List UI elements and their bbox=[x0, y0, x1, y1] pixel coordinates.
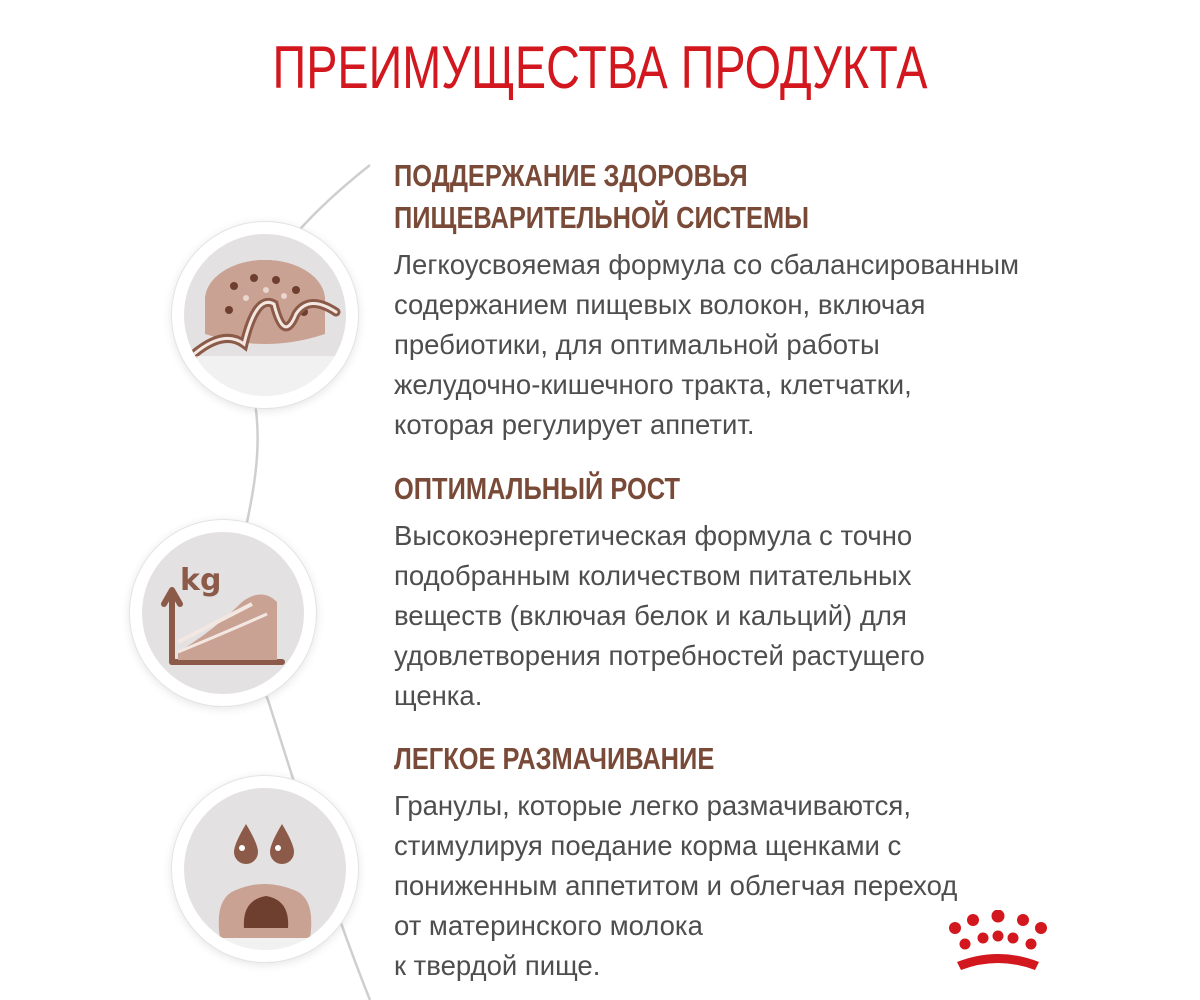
heading-line: ЛЕГКОЕ РАЗМАЧИВАНИЕ bbox=[394, 741, 715, 776]
heading-line: ПОДДЕРЖАНИЕ ЗДОРОВЬЯ bbox=[394, 158, 748, 193]
benefit-digestive bbox=[394, 155, 1114, 445]
description-line: желудочно-кишечного тракта, клетчатки, bbox=[394, 369, 912, 400]
description-line: к твердой пище. bbox=[394, 950, 601, 981]
page-title: ПРЕИМУЩЕСТВА ПРОДУКТА bbox=[272, 34, 928, 101]
benefit-heading bbox=[394, 738, 984, 780]
benefit-growth bbox=[394, 468, 1114, 716]
royal-crown-logo bbox=[943, 910, 1053, 980]
heading-line: ПИЩЕВАРИТЕЛЬНОЙ СИСТЕМЫ bbox=[394, 200, 810, 235]
description-line: удовлетворения потребностей растущего bbox=[394, 640, 925, 671]
description-line: щенка. bbox=[394, 680, 483, 711]
description-line: стимулируя поедание корма щенками с bbox=[394, 830, 902, 861]
description-line: подобранным количеством питательных bbox=[394, 560, 912, 591]
digestive-icon-badge bbox=[172, 222, 358, 408]
kg-label: kg bbox=[180, 563, 222, 598]
description-line: Гранулы, которые легко размачиваются, bbox=[394, 790, 911, 821]
rehydration-icon bbox=[184, 788, 346, 950]
description-line: пребиотики, для оптимальной работы bbox=[394, 329, 880, 360]
description-line: веществ (включая белок и кальций) для bbox=[394, 600, 907, 631]
growth-icon-badge bbox=[130, 520, 316, 706]
benefit-description bbox=[394, 516, 1114, 716]
description-line: Высокоэнергетическая формула с точно bbox=[394, 520, 913, 551]
rehydration-icon-badge bbox=[172, 776, 358, 962]
description-line: которая регулирует аппетит. bbox=[394, 409, 755, 440]
description-line: содержанием пищевых волокон, включая bbox=[394, 289, 926, 320]
benefit-heading bbox=[394, 155, 984, 239]
description-line: пониженным аппетитом и облегчая переход bbox=[394, 870, 958, 901]
heading-line: ОПТИМАЛЬНЫЙ РОСТ bbox=[394, 471, 681, 506]
description-line: от материнского молока bbox=[394, 910, 703, 941]
benefit-heading bbox=[394, 468, 984, 510]
digestive-icon bbox=[184, 234, 346, 396]
benefit-description bbox=[394, 245, 1114, 445]
growth-kg-icon bbox=[142, 532, 304, 694]
description-line: Легкоусвояемая формула со сбалансированным bbox=[394, 249, 1019, 280]
